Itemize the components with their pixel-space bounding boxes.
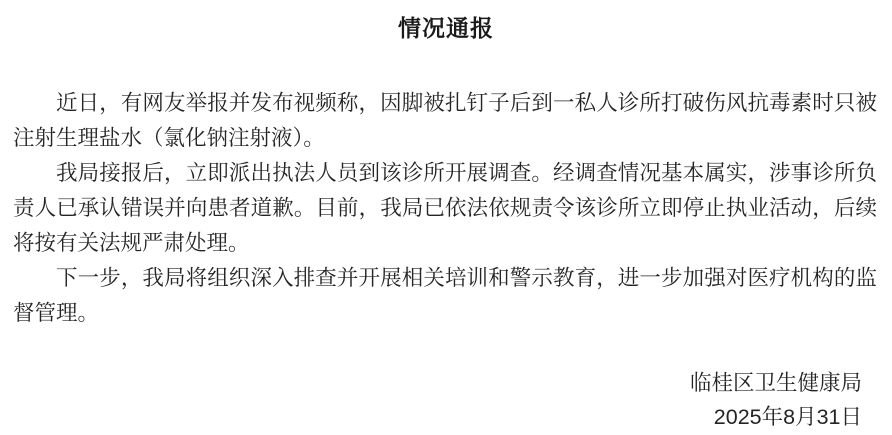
notice-paragraph-next-steps: 下一步，我局将组织深入排查并开展相关培训和警示教育，进一步加强对医疗机构的监督管理。	[13, 266, 877, 325]
notice-title: 情况通报	[398, 15, 494, 41]
issue-date: 2025年8月31日	[713, 405, 862, 429]
notice-paragraph-report: 近日，有网友举报并发布视频称，因脚被扎钉子后到一私人诊所打破伤风抗毒素时只被注射生理盐水（氯化钠注射液）。	[13, 91, 877, 150]
issuing-authority: 临桂区卫生健康局	[689, 371, 862, 395]
notice-paragraph-investigation: 我局接报后，立即派出执法人员到该诊所开展调查。经调查情况基本属实，涉事诊所负责人已承认错误并向患者道歉。目前，我局已依法依规责令该诊所立即停止执业活动，后续将按有关法规严肃处理。	[13, 161, 877, 255]
notice-body	[13, 86, 877, 331]
notice-signature-block	[0, 366, 892, 434]
